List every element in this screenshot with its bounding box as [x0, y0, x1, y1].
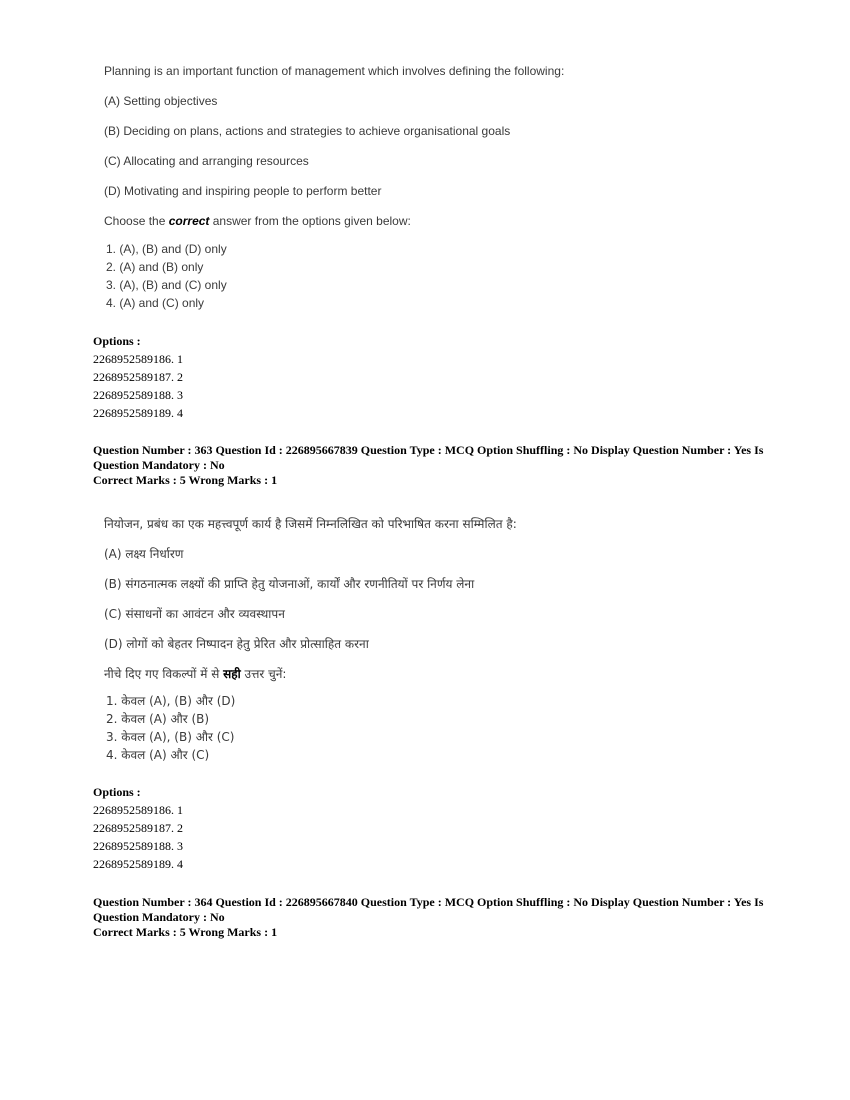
- option-id: 2268952589189. 4: [93, 857, 183, 871]
- statement-b: (B) संगठनात्मक लक्ष्यों की प्राप्ति हेतु योजनाओं, कार्यों और रणनीतियों पर निर्णय लेना: [104, 577, 475, 591]
- choose-suffix: answer from the options given below:: [209, 214, 411, 228]
- statement-c: (C) Allocating and arranging resources: [104, 154, 309, 168]
- statement-a: (A) Setting objectives: [104, 94, 218, 108]
- statement-d: (D) Motivating and inspiring people to perform better: [104, 184, 382, 198]
- answer-choice: 3. (A), (B) and (C) only: [106, 278, 227, 292]
- options-title: Options :: [93, 785, 141, 799]
- choose-suffix: उत्तर चुनें:: [240, 667, 287, 681]
- option-id: 2268952589189. 4: [93, 406, 183, 420]
- choose-instruction: [104, 665, 286, 682]
- question-info-line: Question Number : 364 Question Id : 226895667840 Question Type : MCQ Option Shuffling : No Display Question Number : Yes Is: [93, 895, 764, 909]
- option-id: 2268952589187. 2: [93, 370, 183, 384]
- options-title: Options :: [93, 334, 141, 348]
- statement-a: (A) लक्ष्य निर्धारण: [104, 547, 184, 561]
- options-block: [93, 332, 183, 422]
- answer-choice: 4. केवल (A) और (C): [106, 748, 210, 762]
- question-mandatory-line: Question Mandatory : No: [93, 910, 225, 924]
- option-id: 2268952589186. 1: [93, 803, 183, 817]
- question-info-line: Question Number : 363 Question Id : 226895667839 Question Type : MCQ Option Shuffling : No Display Question Number : Yes Is: [93, 443, 764, 457]
- choose-prefix: Choose the: [104, 214, 169, 228]
- options-block: [93, 783, 183, 873]
- choose-emphasis: सही: [223, 667, 241, 681]
- option-id: 2268952589186. 1: [93, 352, 183, 366]
- answer-choice: 1. केवल (A), (B) और (D): [106, 694, 236, 708]
- answer-choice: 1. (A), (B) and (D) only: [106, 242, 227, 256]
- question-header: [93, 443, 773, 488]
- option-id: 2268952589188. 3: [93, 839, 183, 853]
- statement-c: (C) संसाधनों का आवंटन और व्यवस्थापन: [104, 607, 285, 621]
- option-id: 2268952589188. 3: [93, 388, 183, 402]
- marks-line: Correct Marks : 5 Wrong Marks : 1: [93, 473, 278, 487]
- question-header: [93, 895, 773, 940]
- choose-prefix: नीचे दिए गए विकल्पों में से: [104, 667, 224, 681]
- answer-list: [106, 240, 227, 312]
- marks-line: Correct Marks : 5 Wrong Marks : 1: [93, 925, 278, 939]
- choose-emphasis: correct: [168, 214, 210, 228]
- statement-b: (B) Deciding on plans, actions and strategies to achieve organisational goals: [104, 124, 511, 138]
- choose-instruction: [104, 214, 411, 228]
- answer-choice: 2. (A) and (B) only: [106, 260, 204, 274]
- answer-choice: 3. केवल (A), (B) और (C): [106, 730, 235, 744]
- option-id: 2268952589187. 2: [93, 821, 183, 835]
- answer-list: [106, 692, 235, 764]
- answer-choice: 2. केवल (A) और (B): [106, 712, 210, 726]
- question-mandatory-line: Question Mandatory : No: [93, 458, 225, 472]
- answer-choice: 4. (A) and (C) only: [106, 296, 205, 310]
- statement-d: (D) लोगों को बेहतर निष्पादन हेतु प्रेरित और प्रोत्साहित करना: [104, 637, 369, 651]
- question-stem: नियोजन, प्रबंध का एक महत्त्वपूर्ण कार्य है जिसमें निम्नलिखित को परिभाषित करना सम्मिलित है:: [104, 517, 517, 531]
- question-stem: Planning is an important function of management which involves defining the following:: [104, 64, 565, 78]
